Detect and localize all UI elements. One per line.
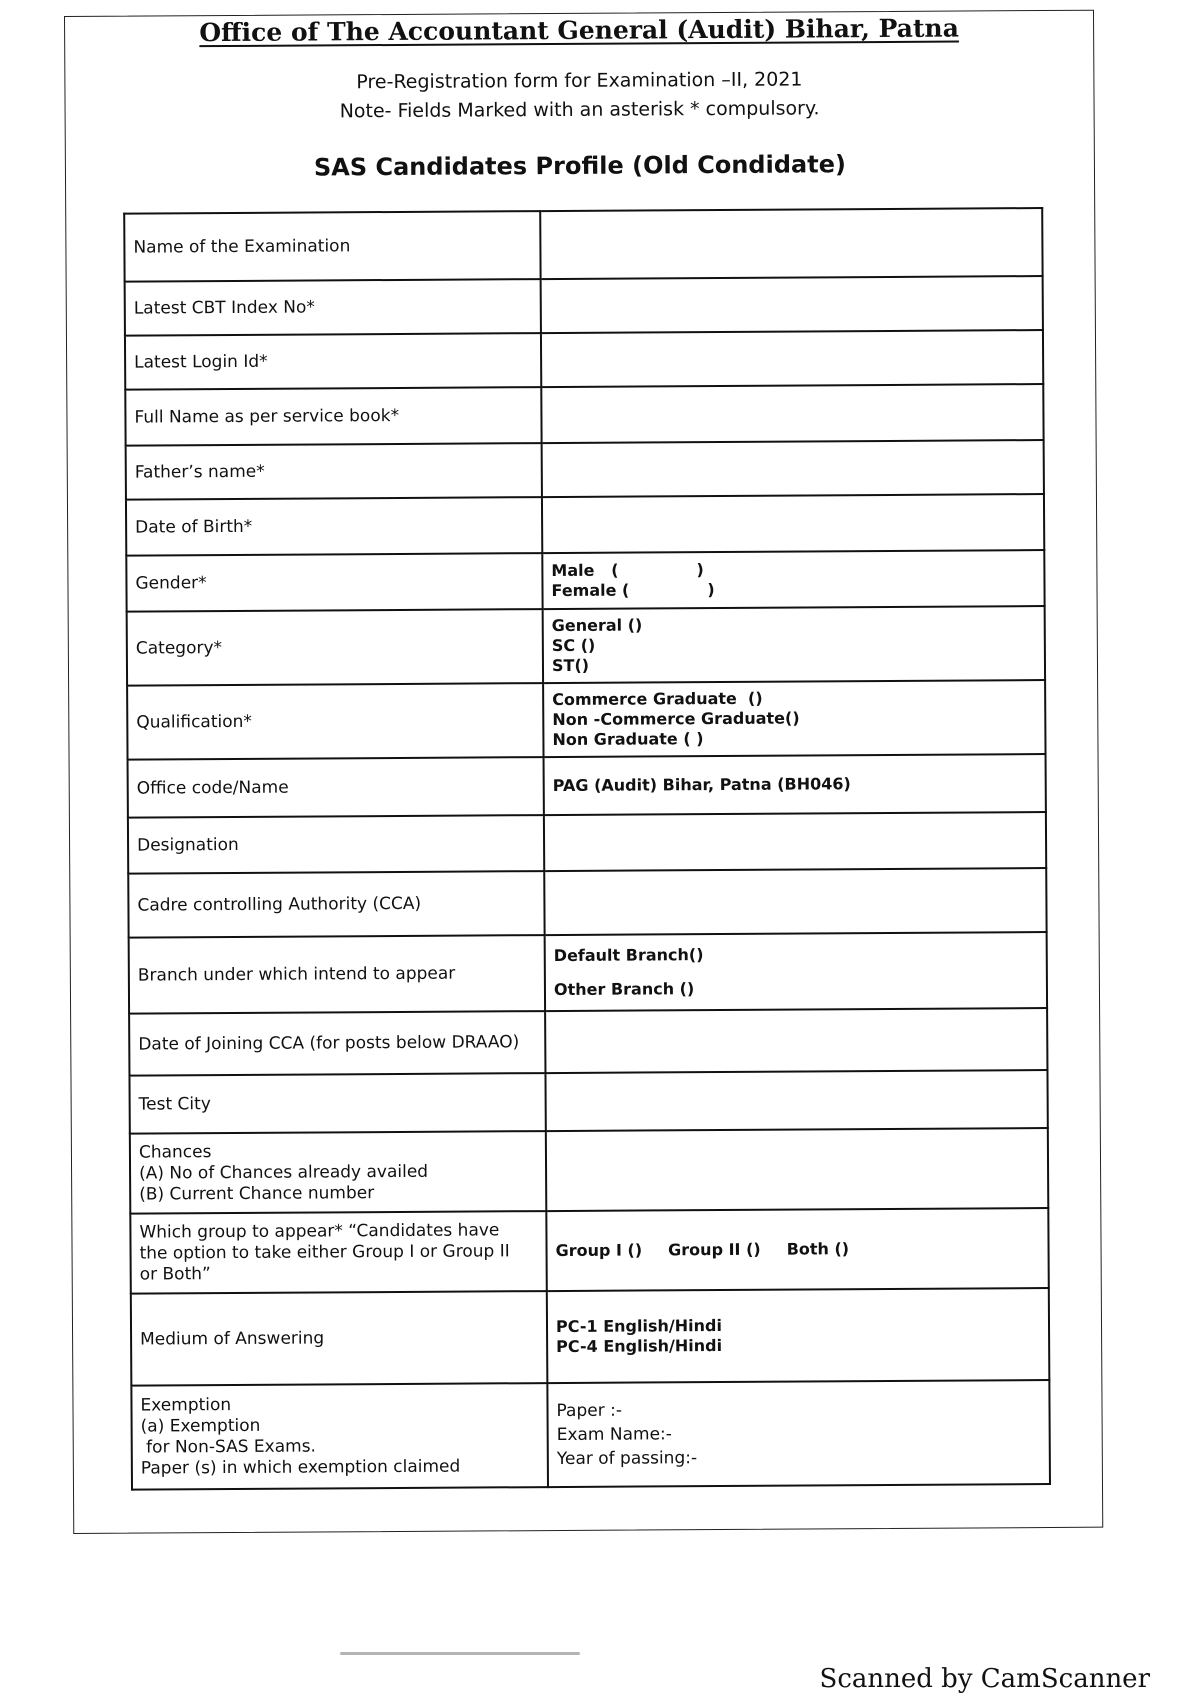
cca-field[interactable] — [544, 868, 1046, 935]
branch-options — [545, 932, 1047, 1011]
group-label-line-1: Which group to appear* “Candidates have — [139, 1219, 500, 1243]
office-code-value: PAG (Audit) Bihar, Patna (BH046) — [544, 754, 1046, 815]
exam-name-field[interactable] — [540, 208, 1042, 279]
exemption-year-field[interactable]: Year of passing:- — [556, 1448, 698, 1470]
joining-field[interactable] — [545, 1008, 1047, 1073]
row-dob — [126, 494, 1044, 556]
qualification-option-non-graduate[interactable]: Non Graduate ( ) — [552, 729, 704, 750]
row-exam-name — [124, 208, 1042, 282]
cbt-index-field[interactable] — [541, 276, 1043, 333]
exemption-label — [131, 1383, 548, 1490]
branch-label: Branch under which intend to appear — [129, 935, 545, 1014]
full-name-field[interactable] — [541, 384, 1043, 443]
cbt-index-label: Latest CBT Index No* — [125, 279, 541, 336]
qualification-option-commerce[interactable]: Commerce Graduate () — [552, 688, 763, 710]
medium-label: Medium of Answering — [131, 1291, 548, 1386]
camscanner-watermark: Scanned by CamScanner — [819, 1664, 1150, 1694]
father-name-field[interactable] — [542, 440, 1044, 497]
branch-option-other[interactable]: Other Branch () — [553, 979, 695, 1000]
exemption-paper-field[interactable]: Paper :- — [556, 1400, 623, 1422]
gender-options — [542, 550, 1044, 609]
designation-label: Designation — [128, 815, 544, 874]
category-option-st[interactable]: ST() — [551, 655, 590, 676]
branch-option-default[interactable]: Default Branch() — [553, 945, 704, 966]
category-label: Category* — [127, 609, 543, 686]
compulsory-note: Note- Fields Marked with an asterisk * compulsory. — [339, 97, 820, 123]
qualification-options — [543, 680, 1045, 757]
login-id-label: Latest Login Id* — [125, 333, 541, 390]
group-label-line-2: the option to take either Group I or Group II — [139, 1240, 510, 1264]
category-option-sc[interactable]: SC () — [551, 635, 596, 656]
chances-label — [130, 1131, 546, 1214]
row-qualification — [127, 680, 1045, 760]
row-medium — [131, 1288, 1050, 1386]
category-options — [543, 606, 1045, 683]
medium-option-pc1[interactable]: PC-1 English/Hindi — [555, 1316, 722, 1337]
category-option-general[interactable]: General () — [551, 615, 643, 636]
row-cbt-index — [125, 276, 1043, 336]
exemption-label-papers: Paper (s) in which exemption claimed — [140, 1456, 461, 1479]
medium-option-pc4[interactable]: PC-4 English/Hindi — [556, 1336, 723, 1357]
chances-field[interactable] — [546, 1128, 1048, 1211]
row-exemption — [131, 1380, 1050, 1490]
exemption-exam-name-field[interactable]: Exam Name:- — [556, 1424, 672, 1446]
chances-label-a: (A) No of Chances already availed — [139, 1161, 429, 1184]
row-gender — [126, 550, 1044, 612]
office-code-label: Office code/Name — [128, 757, 544, 818]
dob-field[interactable] — [542, 494, 1044, 553]
profile-form-table — [123, 207, 1051, 1491]
login-id-field[interactable] — [541, 330, 1043, 387]
test-city-label: Test City — [129, 1073, 545, 1134]
exemption-label-title: Exemption — [140, 1395, 232, 1416]
group-option-both[interactable]: Both () — [786, 1239, 850, 1259]
medium-options — [547, 1288, 1050, 1383]
dob-label: Date of Birth* — [126, 497, 542, 556]
gender-option-male[interactable]: Male ( ) — [551, 560, 704, 581]
row-full-name — [125, 384, 1043, 446]
group-label — [130, 1211, 546, 1294]
gender-option-female[interactable]: Female ( ) — [551, 580, 715, 601]
row-login-id — [125, 330, 1043, 390]
group-options — [546, 1208, 1048, 1291]
gender-label: Gender* — [126, 553, 542, 612]
form-sheet — [64, 10, 1103, 1534]
exam-name-label: Name of the Examination — [124, 211, 540, 282]
row-branch — [129, 932, 1047, 1014]
scan-artifact-line — [340, 1652, 580, 1655]
row-category — [127, 606, 1045, 686]
cca-label: Cadre controlling Authority (CCA) — [128, 871, 544, 938]
group-label-line-3: or Both” — [139, 1263, 211, 1285]
exemption-fields — [547, 1380, 1050, 1487]
office-title-text: Office of The Accountant General (Audit) Bihar, Patna — [199, 13, 959, 48]
row-cca — [128, 868, 1046, 938]
profile-title: SAS Candidates Profile (Old Condidate) — [313, 150, 846, 182]
full-name-label: Full Name as per service book* — [125, 387, 541, 446]
qualification-option-non-commerce[interactable]: Non -Commerce Graduate() — [552, 708, 800, 730]
father-name-label: Father’s name* — [126, 443, 542, 500]
row-group — [130, 1208, 1048, 1294]
row-test-city — [129, 1070, 1047, 1134]
chances-label-title: Chances — [138, 1141, 212, 1163]
designation-field[interactable] — [544, 812, 1046, 871]
office-title — [65, 13, 1093, 48]
qualification-label: Qualification* — [127, 683, 543, 760]
chances-label-b: (B) Current Chance number — [139, 1182, 375, 1205]
row-father-name — [126, 440, 1044, 500]
exemption-label-non-sas: for Non-SAS Exams. — [140, 1436, 316, 1458]
joining-label: Date of Joining CCA (for posts below DRAAO) — [129, 1011, 545, 1076]
row-chances — [130, 1128, 1048, 1214]
row-joining — [129, 1008, 1047, 1076]
group-option-one[interactable]: Group I () — [555, 1240, 643, 1261]
exemption-label-a: (a) Exemption — [140, 1415, 261, 1437]
row-designation — [128, 812, 1046, 874]
form-subtitle: Pre-Registration form for Examination –II, 2021 — [356, 68, 803, 94]
group-option-two[interactable]: Group II () — [668, 1239, 761, 1260]
test-city-field[interactable] — [545, 1070, 1047, 1131]
row-office-code — [128, 754, 1046, 818]
